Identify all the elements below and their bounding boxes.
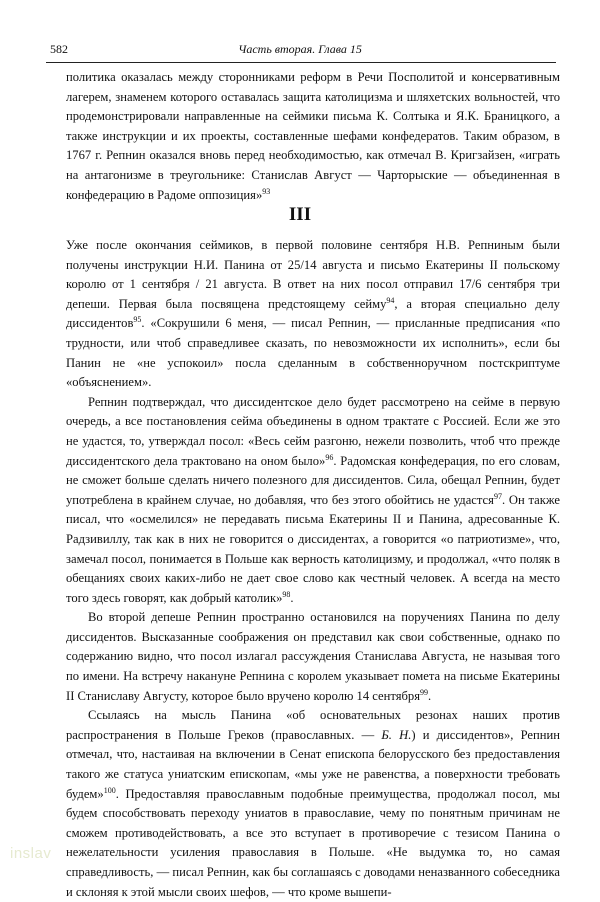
paragraph-text: Репнин подтверждал, что диссидентское дело будет рассмотрено на сейме в первую очередь, а все постановления сейма объединены в одном трактате с Россией. Если же это не удастся, то, утверждал посол: «Весь сейм разгоню, нежели позволить, чтоб что прежде диссидентского дела трактовано на оном было» [66, 394, 560, 468]
page-number: 582 [50, 42, 68, 56]
footnote-ref: 96 [325, 452, 334, 462]
text-block-section-body [66, 236, 560, 902]
paragraph-text: . [290, 590, 294, 605]
paragraph-text: , а вторая специально делу диссидентов [66, 296, 560, 331]
running-head [50, 42, 550, 58]
paragraph [66, 236, 560, 393]
paragraph-text: . Радомская конфедерация, по его словам, не сможет больше сделать ничего полезного для диссидентов. Сила, обещал Репнин, будет употреблена в крайнем случае, но добавляя, что без этого обойтись не удастся [66, 453, 561, 507]
watermark: inslav [10, 845, 52, 862]
header-rule [46, 62, 556, 63]
paragraph-text: ) и диссидентов», Репнин отмечал, что, настаивая на включении в Сенат епископа белорусского без предоставления такого же статуса униатским епископам, «мы уже не равенства, а поверхности требовать будем» [66, 727, 560, 801]
author-initials: Б. Н. [381, 727, 412, 742]
paragraph-text: . [427, 688, 432, 703]
paragraph-text: . Он также писал, что «осмелился» не передавать письма Екатерины II и Панина, адресованные К. Радзивиллу, так как в них не говорится о диссидентах, а говорится «о патриотизме», что, замечал посол, понимается в Польше как верность католицизму, и продолжал, «что поляк в обещаниях своих каких-либо не дает свое слово как честный человек. А всегда на место того здесь говорят, как добрый католик» [66, 492, 560, 605]
paragraph-text: Во второй депеше Репнин пространно остановился на поручениях Панина по делу диссидентов. Высказанные соображения он представил как свои собственные, однако по содержанию видно, что посол излагал рассуждения Станислава Августа, не называя того по имени. На встречу накануне Репнина с королем указывает помета на письме Екатерины II Станиславу Августу, которое было вручено королю 14 сентября [66, 610, 560, 703]
chapter-title: Часть вторая. Глава 15 [238, 42, 362, 56]
footnote-ref: 93 [262, 186, 271, 196]
section-numeral: III [288, 204, 312, 225]
paragraph-text: . Предоставляя православным подобные преимущества, продолжал посол, мы будем способствовать переходу униатов в православие, чему по понятным причинам не сможем противодействовать, а все это вступает в противоречие с тезисом Панина о нежелательности усиления православия в Польше. «Не выдумка то, но самая справедливость, — писал Репнин, как бы соглашаясь с доводами неназванного собеседника и склоняя к этой мысли своих шефов, — что кроме вышепи- [66, 786, 560, 899]
paragraph-text: . «Сокрушили 6 меня, — писал Репнин, — присланные предписания «по трудности, или чтоб справедливее сказать, по невозможности их исполнить», если бы Панин не «не успокоил» посла сделанным в собственноручном постскриптуме «объяснением». [66, 316, 560, 390]
footnote-ref: 98 [282, 589, 291, 599]
paragraph [66, 706, 560, 902]
footnote-ref: 100 [103, 785, 116, 795]
paragraph [66, 608, 560, 706]
paragraph-text: Ссылаясь на мысль Панина «об основательных резонах наших против распространения в Польше Греков (православных. — [66, 708, 560, 742]
footnote-ref: 95 [133, 315, 142, 325]
paragraph-text: Уже после окончания сеймиков, в первой половине сентября Н.В. Репниным были получены инструкции Н.И. Панина от 25/14 августа и письмо Екатерины II польскому королю от 1 сентября / 21 августа. В ответ на них посол отправил 17/6 сентября три депеши. Первая была посвящена предстоящему сейму [66, 238, 560, 311]
footnote-ref: 97 [493, 491, 502, 501]
paragraph [66, 393, 560, 609]
paragraph: политика оказалась между сторонниками реформ в Речи Посполитой и консервативным лагерем, знаменем которого оставалась защита католицизма и шляхетских вольностей, что продемонстрировали направленные на сеймики письма К. Солтыка и Я.К. Браницкого, а также инструкции и их проекты, составленные шефами конфедератов. Таким образом, в 1767 г. Репнин оказался вновь перед необходимостью, как отмечал В. Кригзайзен, «играть на антагонизме в треугольнике: Станислав Август — Чарторыские — объединенная в конфедерацию в Радоме оппозиция»$^{93}$ [66, 70, 560, 202]
footnote-ref: 99 [419, 687, 428, 697]
text-block-before-section [66, 68, 560, 205]
footnote-ref: 94 [386, 295, 395, 305]
